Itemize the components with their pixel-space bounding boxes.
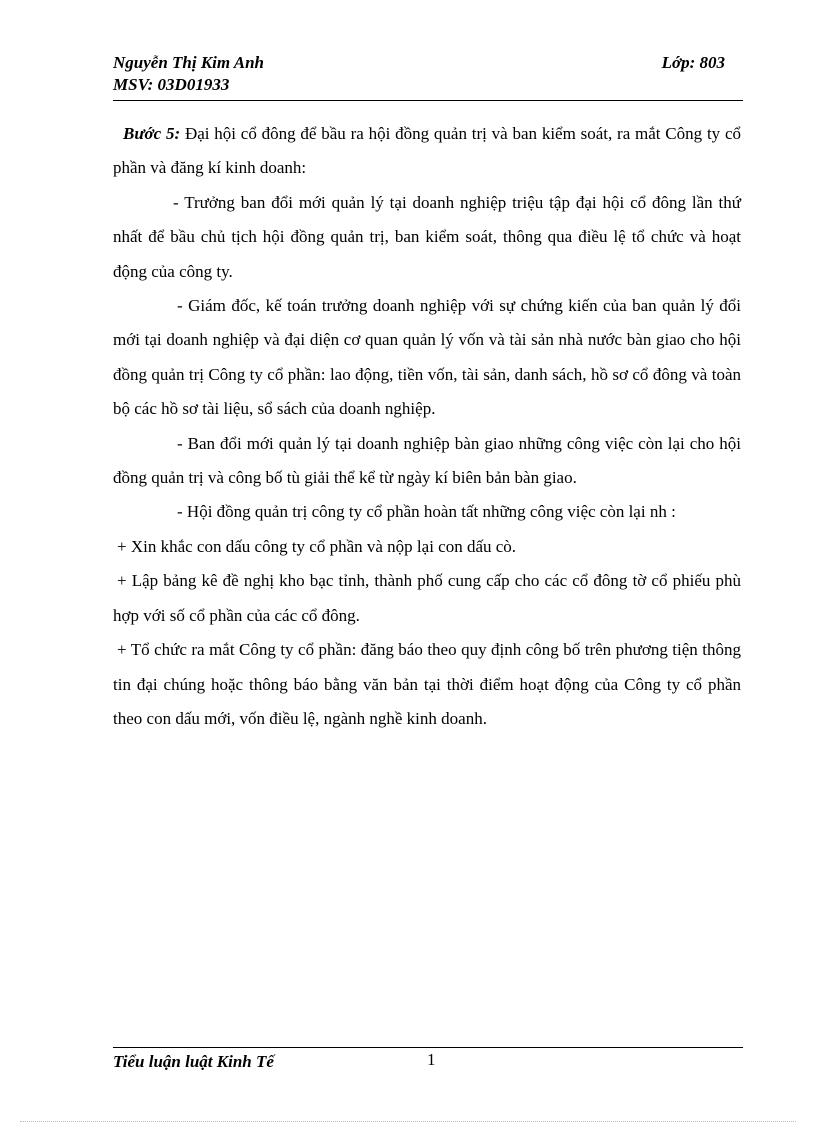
page-footer xyxy=(113,1047,743,1076)
page-header xyxy=(113,52,743,101)
list-item-3: + Tổ chức ra mắt Công ty cổ phần: đăng báo theo quy định công bố trên phương tiện thông tin đại chúng hoặc thông báo bằng văn bản tại thời điểm hoạt động của Công ty cổ phần theo con dấu mới, vốn điều lệ, ngành nghề kinh doanh. xyxy=(113,640,741,728)
paragraph-4: - Hội đồng quản trị công ty cổ phần hoàn tất những công việc còn lại nh : xyxy=(177,502,676,522)
list-item-1: + Xin khắc con dấu công ty cổ phần và nộp lại con dấu cò. xyxy=(117,536,517,556)
footer-title: Tiểu luận luật Kinh Tế xyxy=(113,1052,274,1071)
class-label: Lớp: 803 xyxy=(661,53,725,72)
student-id: MSV: 03D01933 xyxy=(113,75,230,94)
paragraph-2: - Giám đốc, kế toán trưởng doanh nghiệp với sự chứng kiến của ban quản lý đổi mới tại doanh nghiệp và đại diện cơ quan quản lý vốn và tài sản nhà nước bàn giao cho hội đồng quản trị Công ty cổ phần: lao động, tiền vốn, tài sản, danh sách, hồ sơ cổ đông và toàn bộ các hồ sơ tài liệu, sổ sách của doanh nghiệp. xyxy=(113,296,741,419)
paragraph-1: - Trưởng ban đổi mới quản lý tại doanh nghiệp triệu tập đại hội cổ đông lần thứ nhất để bầu chủ tịch hội đồng quản trị, ban kiểm soát, thông qua điều lệ tổ chức và hoạt động của công ty. xyxy=(113,192,741,281)
paragraph-3: - Ban đổi mới quản lý tại doanh nghiệp bàn giao những công việc còn lại cho hội đồng quản trị và công bố tù giải thể kể từ ngày kí biên bản bàn giao. xyxy=(113,433,741,488)
author-name: Nguyễn Thị Kim Anh xyxy=(113,53,264,72)
document-body xyxy=(113,117,741,736)
page-bottom-border xyxy=(20,1121,796,1122)
step-5-label: Bước 5: xyxy=(123,124,181,143)
step-5-text: Đại hội cổ đông để bầu ra hội đồng quản trị và ban kiểm soát, ra mắt Công ty cổ phần và đăng kí kinh doanh: xyxy=(113,124,741,178)
step-5-paragraph xyxy=(113,117,741,186)
page-number: 1 xyxy=(427,1050,436,1069)
list-item-2: + Lập bảng kê đề nghị kho bạc tỉnh, thành phố cung cấp cho các cổ đông tờ cổ phiếu phù hợp với số cổ phần của các cổ đông. xyxy=(113,571,741,625)
